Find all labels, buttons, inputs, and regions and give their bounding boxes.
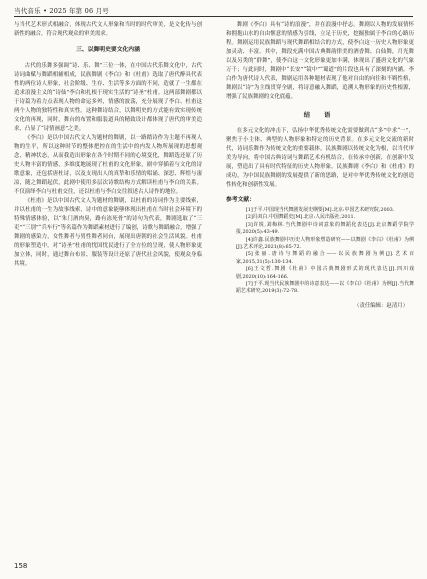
body-paragraph-1: 古代的乐舞多强调“诗、乐、舞”三位一体，在中国古代乐舞文化中，古代诗词曲赋与舞蹈相辅相成，民族舞剧《李白》和《杜甫》选取了唐代醉具代表性的两位诗人形象，社会阶级、生存、生活等多方面的不同，造就了一生都在追求浪漫主义的“诗仙”李白和扎根于现实生活的“诗圣”杜甫。这两部舞剧都以于诗篇为着力点表现人物的命运多舛，情感的波荡，充分展现了李白、杜甫这两个人物的独特性和真实性。这种舞诗结合，以舞明史的方式能有效实现传统文化的再现，同时，舞台的布置和服装道具的精致设计都体现了唐代的审美追求，凸显了“诗情画意”之美。 xyxy=(14,63,202,132)
section-heading: 三、以舞明史要文化内涵 xyxy=(76,47,140,53)
body-paragraph-3: 《杜甫》是以中国古代文人为题材的舞剧，以杜甫的诗词作为主要线索，并以杜甫的一生为故事线索，诗中的意象能够体现出杜甫在当时社会环境下的特殊情感体验，以“朱门酒肉臭，路有冻死骨”的诗句为代表，舞剧选取了“三吏”“三别”“兵车行”等名篇作为舞蹈素材进行了编创，诗歌与舞蹈融合，增强了舞剧的感染力，女性舞者与男性舞者同台，展现出唐朝的社会生活风貌。杜甫的形象塑造中，对“诗圣”杜甫的忧国忧民进行了全方位的呈现，使人物形象更加立体，同时，通过舞台布景、服装等设计还原了唐代社会风貌，使观众身临其境。 xyxy=(14,198,202,267)
reference-item: [4]许鑫.民族舞剧中历史人物形象塑造研究——以舞剧《李白》《杜甫》为例[J].艺术评论,2021(8):65-72. xyxy=(236,236,414,251)
left-column xyxy=(14,21,202,561)
reference-item: [5]张丽.唐诗与舞蹈的融合——以民族舞剧为例[J].艺术百家,2015,31(5):130-134. xyxy=(236,251,414,265)
reference-item: [1]于平.中国现当代舞剧发展史纲要[M].北京:中国艺术研究院,2003. xyxy=(245,207,395,213)
conclusion-heading: 结 语 xyxy=(303,112,337,119)
responsible-editor: （责任编辑：赵清月） xyxy=(354,302,408,309)
page-number: 158 xyxy=(14,562,28,570)
reference-item: [7]于平.现当代民族舞剧中的诗意表达——以《李白》《杜甫》为例[J].当代舞蹈艺术研究,2019(3):72-78. xyxy=(236,281,414,295)
right-column xyxy=(226,21,414,569)
intro-paragraph: 与当代艺术形式相融合，体现古代文人形象和当时的时代审美，是文化传与创新性的融合，符合现代观众的审美需求。 xyxy=(14,22,202,37)
journal-info: 当代音乐 • 2025 年第 06 月号 xyxy=(14,7,109,15)
li-bai-paragraph: 舞剧《李白》具有“诗的浪漫”，并在浪漫中抒志。舞剧以人物的发展情怀和拥抱山水的自由惬意的情感为引线，立足于历史，挖掘独属于李白的心路历程。舞剧运用民族舞蹈与现代舞蹈相结合的方式，使李白这一历史人物形象更加灵动、丰富。其中，舞段充满中国古典舞韵律美的酒香舞、白仙舞，月光舞以及另类的“群舞”，使李白这一文化形象更加丰满，体现出了盛唐文化的气象万千；与此同时，舞剧中“长安”“镜中”“蜀道”的片段也具有了深刻的内涵。李白作为唐代诗人代表，舞剧运用各种题材表现了他对自由的向往和不羁性格，舞剧以“诗”为主线贯穿全剧，将诗意融入舞蹈，追溯人物形象的历史性根源，增强了民族舞剧的文化底蕴。 xyxy=(226,22,414,100)
header-divider xyxy=(14,16,413,17)
references-list xyxy=(226,207,414,296)
reference-item: [6]王文哲.舞剧《杜甫》中国古典舞剧形式的现代表达[J].四川戏剧,2020(10):164-166. xyxy=(236,266,414,280)
reference-item: [3]许锐,刘梅林.当代舞剧中诗词意象的舞蹈化表达[J].北京舞蹈学院学报,2020(5):43-49. xyxy=(236,221,414,236)
journal-header xyxy=(14,6,413,15)
body-paragraph-2: 《李白》是以中国古代文人为题材的舞剧，以一路踏诗作为主题不再现人物的生平，所以这种时节的整体把控在的生活中的内发人物所展现的思想观念，精神状态，从而我造出形象在各个时期不同的心境变化，舞蹈选还原了历史人物丰富的情感，多维度地展现了杜甫的文化形象，剧中穿插着与文化的诗歌意象，还包括唐杜诗，以及支现出人的真挚和乐情的唱诵、深思、辉煌与凄凉，随之舞蹈起伏，此剧中使用多层次诗歌结构方式解读杜甫与李白的关系。不仅演绎李白与杜甫交往，还以杜甫与李白交往叙述古人诗作的地位。 xyxy=(14,135,202,195)
reference-item: [2]冯双白.中国舞蹈史[M].北京:人民出版社,2011. xyxy=(245,214,356,221)
references-title: 参考文献： xyxy=(226,197,255,203)
conclusion-paragraph: 在多元文化的冲击下，弘扬中华优秀传统文化需要做到古“多”中求“一”，聚焦于小主体、典型的人物形象和特定的历史背景。在多元文化交流的新时代，诗词乐舞作为传统文化的重要载体，民族舞剧以传统文化为根，以当代审美为导向，将中国古典诗词与舞蹈艺术有机结合，在传承中创新，在创新中发展，塑造出了具有时代特征的历史人物形象。民族舞剧《李白》和《杜甫》的成功，为中国民族舞剧的发展提供了新的思路，是对中华优秀传统文化的创造性转化和创新性发展。 xyxy=(226,128,414,188)
